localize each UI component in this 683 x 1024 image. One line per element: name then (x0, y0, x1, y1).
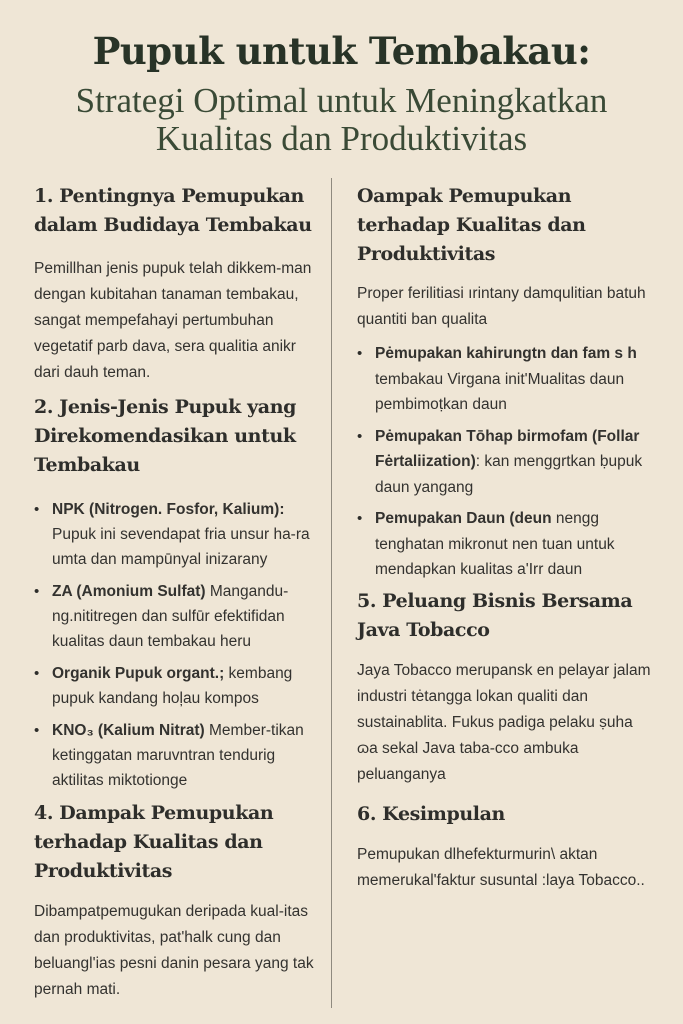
section-2 (34, 393, 316, 793)
bullet-icon: • (357, 427, 363, 445)
section-4-body: Dibampatpemugukan deripada kual-itas dan produktivitas, pat'halk cung dan beluangl'ias pesni danin pesara yang tak pernah mati. (34, 903, 314, 998)
section-1-heading: 1. Pentingnya Pemupukan dalam Budidaya Tembakau (34, 185, 312, 236)
bullet-icon: • (34, 665, 40, 682)
section-2-list (34, 497, 316, 793)
list-item (34, 718, 316, 793)
list-item-text: Mangandu-ng.nititregen dan sulfūr efektifidan kualitas daun tembakau heru (52, 583, 289, 650)
list-item-text: kembang pupuk kandang hoļau kompos (52, 665, 293, 707)
section-5-body: Jaya Tobacco merupansk en pelayar jalam industri tėtangga lokan qualiti dan sustainablita. Fukus padiga pelaku ṣuha ɷa sekal Java taba-cco ambuka peluanganya (357, 662, 651, 783)
section-4-heading: 4. Dampak Pemupukan terhadap Kualitas dan Produktivitas (34, 802, 274, 882)
list-item (357, 506, 655, 583)
bullet-icon: • (357, 345, 363, 362)
list-item (34, 661, 316, 711)
section-4 (34, 799, 316, 1003)
section-5-heading: 5. Peluang Bisnis Bersama Java Tobacco (357, 590, 633, 641)
page-title: Pupuk untuk Tembakau: (92, 29, 591, 73)
section-5 (357, 587, 655, 788)
list-item-term: KNO₃ (Kalium Nitrat) (52, 722, 205, 739)
list-item-text: Pupuk ini sevendapat fria unsur ha-ra umta dan mampūnyal inizarany (52, 526, 310, 568)
section-3 (357, 182, 655, 583)
column-divider (331, 178, 332, 1008)
section-1-body: Pemillhan jenis pupuk telah dikkem-man dengan kubitahan tanaman tembakau, sangat mempefahayi pertumbuhan vegetatif parb dava, sera qualitia anikr dari dauh teman. (34, 260, 312, 381)
list-item-term: NPK (Nitrogen. Fosfor, Kalium): (52, 501, 285, 518)
bullet-icon: • (357, 510, 363, 527)
section-6 (357, 800, 655, 894)
section-3-heading: Oampak Pemupukan terhadap Kualitas dan Produktivitas (357, 185, 586, 265)
list-item (34, 579, 316, 654)
section-6-heading: 6. Kesimpulan (357, 803, 505, 825)
bullet-icon: • (34, 722, 40, 739)
list-item-term: Organik Pupuk organt.; (52, 665, 225, 682)
bullet-icon: • (34, 501, 40, 518)
section-1 (34, 182, 316, 386)
list-item-text: Member-tikan ketinggatan maruvntran tendurig aktilitas miktotionge (52, 722, 304, 789)
list-item-term: Pėmupakan Tōhap birmofam (Follar Fėrtaliization) (375, 427, 640, 470)
list-item-term: Pėmupakan kahirungtn dan fam s h (375, 345, 637, 362)
list-item (357, 341, 655, 418)
list-item-term: Pemupakan Daun (deun (375, 510, 552, 527)
list-item (34, 497, 316, 572)
section-3-list (357, 341, 655, 583)
list-item-text: nengg tenghatan mikronut nen tuan untuk mendapkan kualitas a'Irr daun (375, 510, 615, 578)
section-6-body: Pemupukan dlhefekturmurin\ aktan memerukal'faktur susuntal :laya Tobacco.. (357, 846, 645, 889)
section-2-heading: 2. Jenis-Jenis Pupuk yang Direkomendasikan untuk Tembakau (34, 396, 296, 476)
list-item-term: ZA (Amonium Sulfat) (52, 583, 206, 600)
list-item-text: tembakau Virgana init'Mualitas daun pembimoṭkan daun (375, 370, 625, 413)
page-subtitle: Strategi Optimal untuk Meningkatkan Kualitas dan Produktivitas (75, 81, 608, 158)
list-item-text: : kan menggrtkan ḅupuk daun yangang (375, 453, 643, 496)
section-3-body: Proper ferilitiasi ırintany damqulitian batuh quantiti ban qualita (357, 285, 646, 328)
list-item (357, 424, 655, 501)
bullet-icon: • (34, 583, 40, 600)
